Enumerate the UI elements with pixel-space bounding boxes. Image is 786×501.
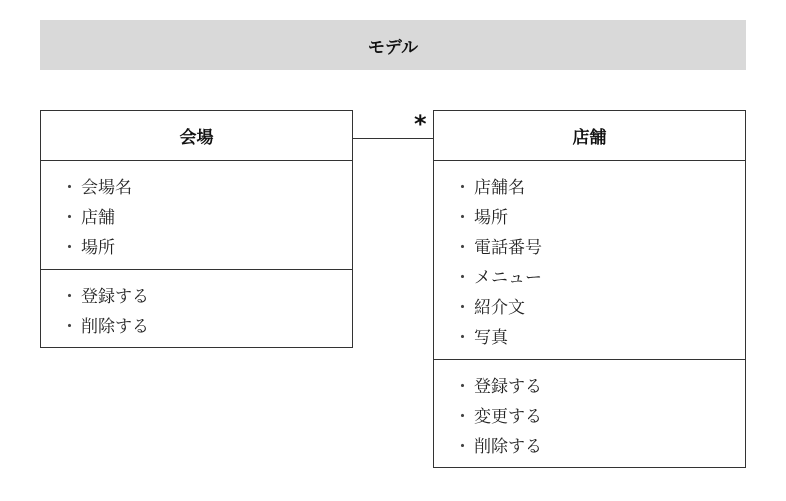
operation-item [41,282,352,312]
attribute-label: 電話番号 [474,238,542,258]
model-title-banner [40,20,746,70]
bullet-icon: ・ [61,178,78,198]
bullet-icon: ・ [61,208,78,228]
operation-label: 削除する [81,317,149,337]
class-name-store: 店舗 [434,111,745,161]
attribute-item [41,233,352,263]
bullet-icon: ・ [61,238,78,258]
attribute-label: 場所 [81,238,115,258]
class-name-venue: 会場 [41,111,352,161]
operation-section-store [434,360,745,462]
class-box-venue [40,110,353,348]
attribute-label: 場所 [474,208,508,228]
attribute-label: メニュー [474,268,542,288]
multiplicity-label: * [414,110,427,138]
attribute-label: 店舗 [81,208,115,228]
attribute-section-venue [41,161,352,270]
attribute-item [434,323,745,353]
attribute-item [434,203,745,233]
operation-label: 削除する [474,437,542,457]
attribute-label: 写真 [474,328,508,348]
bullet-icon: ・ [454,268,471,288]
operation-item [434,372,745,402]
attribute-section-store [434,161,745,360]
bullet-icon: ・ [454,238,471,258]
operation-item [41,312,352,342]
bullet-icon: ・ [454,208,471,228]
bullet-icon: ・ [454,377,471,397]
bullet-icon: ・ [454,178,471,198]
operation-item [434,432,745,462]
attribute-item [434,233,745,263]
association-line [352,138,434,139]
attribute-item [41,203,352,233]
bullet-icon: ・ [61,287,78,307]
bullet-icon: ・ [61,317,78,337]
attribute-label: 会場名 [81,178,132,198]
operation-label: 登録する [474,377,542,397]
operation-item [434,402,745,432]
attribute-item [41,173,352,203]
class-box-store [433,110,746,468]
operation-label: 変更する [474,407,542,427]
attribute-item [434,293,745,323]
bullet-icon: ・ [454,298,471,318]
operation-label: 登録する [81,287,149,307]
operation-section-venue [41,270,352,342]
attribute-label: 店舗名 [474,178,525,198]
attribute-item [434,263,745,293]
attribute-label: 紹介文 [474,298,525,318]
bullet-icon: ・ [454,437,471,457]
bullet-icon: ・ [454,328,471,348]
attribute-item [434,173,745,203]
model-title: モデル [367,37,419,58]
bullet-icon: ・ [454,407,471,427]
